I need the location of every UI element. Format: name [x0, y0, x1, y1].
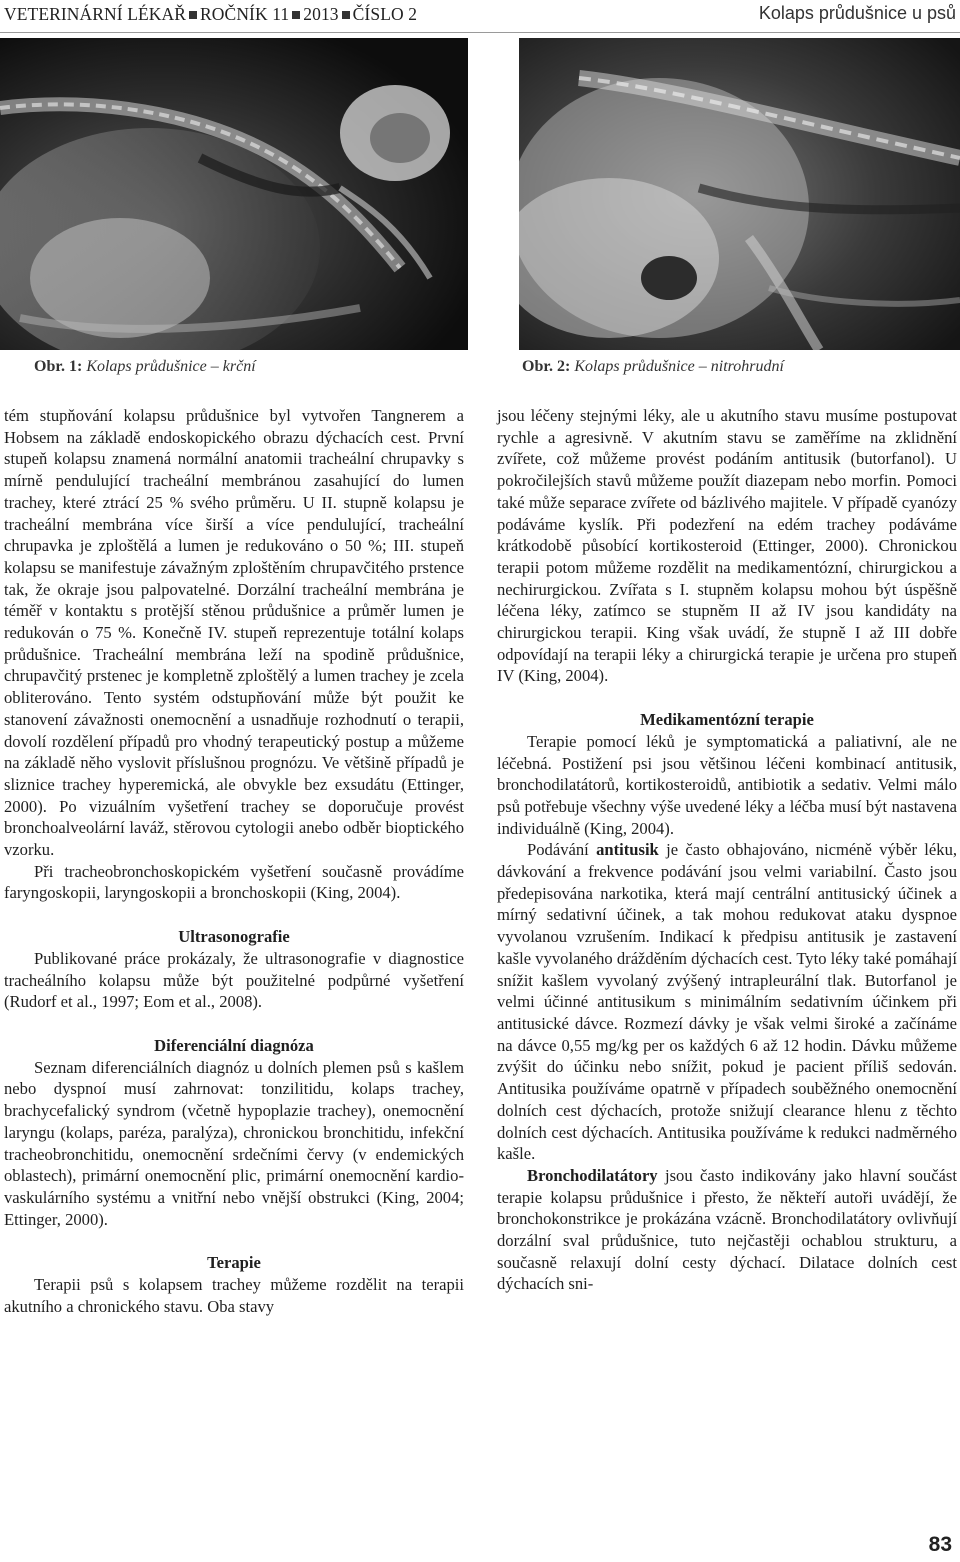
- separator-square-icon: [189, 11, 197, 19]
- figure-1-caption: [34, 358, 256, 376]
- paragraph-grading: tém stupňování kolapsu průdušnice byl vytvořen Tangnerem a Hobsem na základě endoskopického obrazu dýchacích cest. První stupeň kolapsu znamená normální anatomii tracheální chrupavky s mírně pendulující tracheální membránou zasahující do lumen trachey, které ztrácí 25 % svého průměru. U II. stupně kolapsu je tracheální membrána více širší a více pendulující, tracheální chrupavka je zploštělá a lumen je redukováno o 50 %; III. stupeň kolapsu se manifestuje závažným zploštěním chrupavčitého prstence tak, že okraje jsou palpovatelné. Dorzální tracheální membrána je téměř v kontaktu s protější stěnou průdušnice a průměr lumen je redukován o 75 %. Konečně IV. stupeň reprezentuje totální kolaps průdušnice. Tracheální membrána leží na spodině průdušnice, chrupavčitý prstenec je kompletně zploštělý a lumen trachey je zcela obliterováno. Tento systém odstupňování může být použit ke stanovení závažnosti onemocnění a usnadňuje rozhodnutí o terapii, dovolí rozdělení případů pro vhodný terapeutický postup a můžeme na základě něho vyslovit příslušnou prognózu. Ve většině případů je sliznice trachey hyperemická, ale obvykle bez exsudátu (Ettinger, 2000). Po vizuálním vyšetření trachey se doporučuje provést bronchoalveolární laváž, stěrovou cytologii anebo odběr bioptického vzorku.: [4, 406, 464, 860]
- journal-name: VETERINÁRNÍ LÉKAŘ: [4, 4, 187, 24]
- paragraph-medical-therapy: Terapie pomocí léků je symptomatická a paliativní, ale ne léčebná. Postižení psi jsou většinou léčeni kombinací antitusik, bronchodilatátorů, kortikosteroidů, antibiotik a sedativ. Velmi málo psů potřebuje všechny výše uvedené léky a léčba musí být nastavena individuálně (King, 2004).: [497, 731, 957, 838]
- bronchodilators-text: jsou často indikovány jako hlavní součást terapie kolapsu průdušnice i přesto, že někteří autoři uvádějí, že bronchokonstrikce je prokázána vzácně. Bronchodilatátory ovlivňují dorzální sval průdušnice, tuto nejčastěji ochablou strukturu, a současně relaxují dolní cesty dýchací. Dilatace dolních cest dýchacích sni-: [497, 1165, 957, 1294]
- left-column: [4, 405, 464, 1317]
- paragraph-differential-diagnosis: Seznam diferenciálních diagnóz u dolních plemen psů s kašlem nebo dyspnoí musí zahrnovat: tonzilitidu, kolaps trachey, brachycefalický syndrom (včetně hypoplazie trachey), onemocnění laryngu (kolaps, paréza, paralýza), chronickou bronchitidu, infekční tracheobronchitidu, onemocnění srdečními červy (v endemických oblastech), primární onemocnění plic, primární onemocnění kardio-vaskulárního systému a vnitřní nebo vnější obstrukci (King, 2004; Ettinger, 2000).: [4, 1057, 464, 1229]
- figure-2-caption-text: Kolaps průdušnice – nitrohrudní: [574, 358, 784, 375]
- heading-therapy: Terapie: [207, 1253, 261, 1273]
- separator-square-icon: [342, 11, 350, 19]
- figure-1-caption-text: Kolaps průdušnice – krční: [86, 358, 256, 375]
- antitussives-text: je často obhajováno, nicméně výběr léku, dávkování a frekvence podávání jsou velmi variabilní. Často jsou předepisována narkotika, která mají centrální antitusický účinek a mírný sedativní účinek, a tak mohou redukovat ataku dyspnoe vyvolanou vzrušením. Indikací k předpisu antitusik je zastavení kašle vyvolaného drážděním dýchacích cest. Tyto léky také pomáhají snížit kašlem vyvolaný zvýšený intrapleurální tlak. Butorfanol je velmi účinné antitusikum s minimálním sedativním účinkem při antitusické dávce. Rozmezí dávky je však velmi široké a začínáme na dávce 0,55 mg/kg per os každých 6 až 12 hodin. Dávku můžeme zvýšit do účinku nebo snížit, pokud je pacient příliš sedován. Antitusika používáme opatrně v případech souběžného onemocnění dolních cest dýchacích, protože snižují clearance hlenu z těchto dolních cest dýchacích. Antitusika používáme k redukci nadměrného kašle.: [497, 840, 958, 1164]
- running-title: Kolaps průdušnice u psů: [758, 3, 956, 23]
- separator-square-icon: [292, 11, 300, 19]
- journal-line: [4, 4, 417, 25]
- xray-figure-2: [519, 38, 960, 350]
- figure-2-label: Obr. 2:: [522, 358, 571, 375]
- figure-2-caption: [522, 358, 784, 376]
- journal-year: 2013: [303, 4, 339, 24]
- right-column: [497, 405, 957, 1295]
- paragraph-antitussives: [497, 839, 957, 1165]
- xray-figure-1: [0, 38, 468, 350]
- page-header: [0, 0, 960, 34]
- figure-1-label: Obr. 1:: [34, 358, 83, 375]
- bronchodilators-term: Bronchodilatátory: [527, 1165, 658, 1185]
- journal-issue: ČÍSLO 2: [352, 4, 418, 24]
- paragraph-therapy: Terapii psů s kolapsem trachey můžeme rozdělit na terapii akutního a chronického stavu. Oba stavy: [4, 1275, 464, 1316]
- antitussives-intro: Podávání: [527, 840, 597, 860]
- paragraph-ultrasonography: Publikované práce prokázaly, že ultrasonografie v diagnostice tracheálního kolapsu může být použitelné podpůrné vyšetření (Rudorf et al., 1997; Eom et al., 2008).: [4, 948, 464, 1012]
- paragraph-bronchodilators: [497, 1165, 957, 1295]
- paragraph-acute-therapy: jsou léčeny stejnými léky, ale u akutního stavu musíme postupovat rychle a agresivně. V akutním stavu se zaměříme na zklidnění zvířete, což můžeme provést podáním antitusik (butorfanol). U pokročilejších stavů můžeme použít diazepam nebo morfin. Pomoci také může separace zvířete od bázlivého majitele. V případě cyanózy podáváme kyslík. Při podezření na edém trachey podáváme krátkodobě působící kortikosteroid (Ettinger, 2000). Chronickou terapii potom můžeme rozdělit na medikamentózní, chirurgickou a nechirurgickou. Zvířata s I. stupněm kolapsu mohou být úspěšně léčena léky, zatímco se stupněm II až IV jsou kandidáty na chirurgickou terapii. King však uvádí, že stupně I až III dobře odpovídají na terapii léky a chirurgická terapie je určena pro stupeň IV (King, 2004).: [497, 406, 957, 686]
- header-rule: [0, 32, 960, 33]
- heading-ultrasonography: Ultrasonografie: [178, 927, 290, 947]
- journal-volume: ROČNÍK 11: [200, 4, 290, 24]
- page-number: 83: [928, 1533, 952, 1556]
- paragraph-bronchoscopy: Při tracheobronchoskopickém vyšetření současně provádíme faryngoskopii, laryngoskopii a bronchoskopii (King, 2004).: [4, 861, 464, 903]
- antitussives-term: antitusik: [596, 840, 659, 860]
- heading-differential-diagnosis: Diferenciální diagnóza: [154, 1035, 314, 1055]
- heading-medical-therapy: Medikamentózní terapie: [640, 710, 814, 730]
